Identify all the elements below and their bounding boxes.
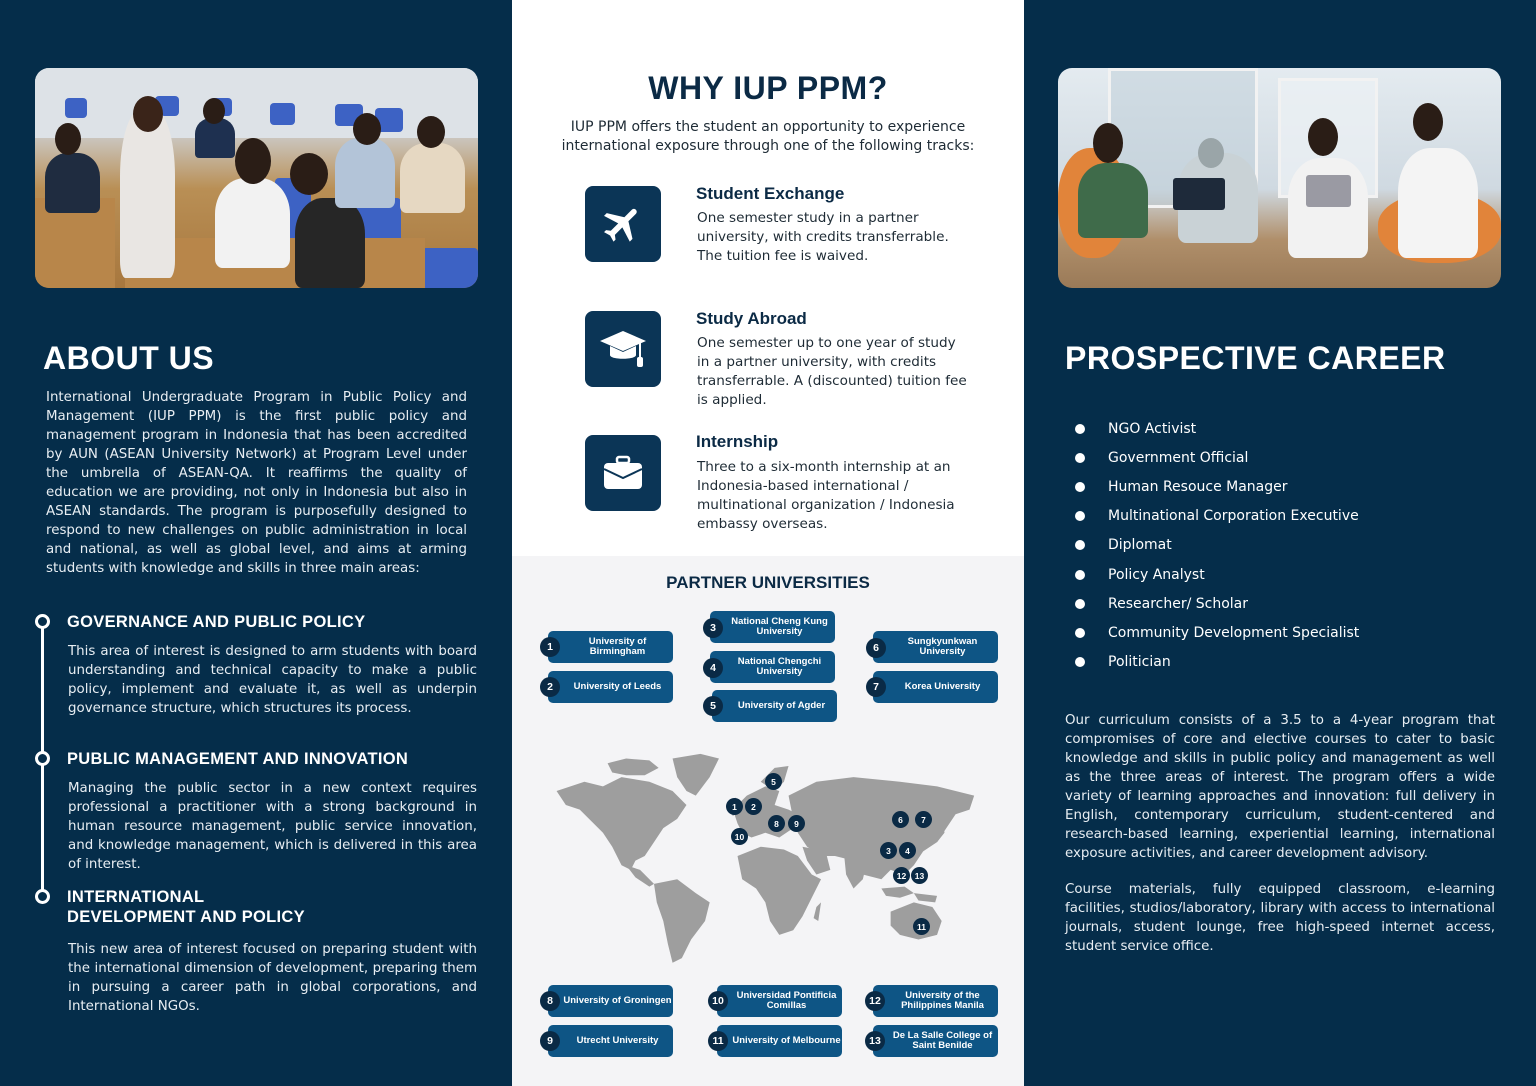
partner-number: 1: [540, 637, 560, 657]
why-title: WHY IUP PPM?: [648, 70, 888, 106]
partner-badge: University of Birmingham: [548, 631, 673, 663]
track-title-internship: Internship: [696, 432, 779, 451]
bullet-icon: [1075, 628, 1085, 638]
airplane-icon: [585, 186, 661, 262]
partner-number: 4: [703, 658, 723, 678]
partner-number: 11: [708, 1031, 728, 1051]
area-text-international: This new area of interest focused on preparing student with the international dimension of development, preparing them in pursuing a career path in global corporations, and International NGOs.: [68, 942, 477, 1014]
map-pin-8: 8: [768, 815, 785, 832]
career-item: Human Resouce Manager: [1075, 472, 1359, 501]
area-title-governance: GOVERNANCE AND PUBLIC POLICY: [67, 613, 366, 631]
track-text-abroad: One semester up to one year of study in a partner university, with credits transferrable. A (discounted) tuition fee is applied.: [697, 335, 967, 408]
partner-badge: University of Agder: [712, 690, 837, 722]
career-list: [1075, 414, 1359, 677]
timeline-node-icon: [35, 751, 50, 766]
partner-badge: Utrecht University: [548, 1025, 673, 1057]
bullet-icon: [1075, 482, 1085, 492]
career-item: Government Official: [1075, 443, 1359, 472]
partner-number: 5: [703, 696, 723, 716]
facilities-text: Course materials, fully equipped classroom, e-learning facilities, studios/laboratory, library with access to international journals, student lounge, free high-speed internet access, student service office.: [1065, 882, 1495, 954]
classroom-photo: [35, 68, 478, 288]
track-text-exchange: One semester study in a partner university, with credits transferrable. The tuition fee is waived.: [697, 210, 949, 264]
partner-number: 12: [865, 991, 885, 1011]
partner-number: 9: [540, 1031, 560, 1051]
map-pin-2: 2: [745, 798, 762, 815]
map-pin-10: 10: [731, 828, 748, 845]
area-title-management: PUBLIC MANAGEMENT AND INNOVATION: [67, 750, 409, 768]
map-pin-3: 3: [880, 842, 897, 859]
timeline-node-icon: [35, 614, 50, 629]
partner-number: 10: [708, 991, 728, 1011]
bullet-icon: [1075, 511, 1085, 521]
partner-number: 6: [866, 638, 886, 658]
partner-badge: Universidad Pontificia Comillas: [717, 985, 842, 1017]
partner-badge: Korea University: [873, 671, 998, 703]
map-pin-1: 1: [726, 798, 743, 815]
career-item: Diplomat: [1075, 531, 1359, 560]
partner-badge: University of Melbourne: [717, 1025, 842, 1057]
map-pin-7: 7: [915, 811, 932, 828]
curriculum-text: Our curriculum consists of a 3.5 to a 4-year program that compromises of core and elective courses to cater to basic knowledge and skills in public policy and management as well as the three areas of interest. The program offers a wide variety of learning approaches and innovation: full delivery in English, contemporary curriculum, student-centered and research-based learning, experiential learning, international exposure activities, and career development advisory.: [1065, 713, 1495, 861]
bullet-icon: [1075, 453, 1085, 463]
track-title-exchange: Student Exchange: [696, 184, 845, 203]
area-text-management: Managing the public sector in a new context requires professional a practitioner with a strong background in human resource management, public service innovation, and knowledge management, which is delivered in this area of interest.: [68, 781, 477, 872]
map-pin-6: 6: [892, 811, 909, 828]
why-subtitle: IUP PPM offers the student an opportunity to experience international exposure through one of the following tracks:: [561, 119, 975, 154]
bullet-icon: [1075, 424, 1085, 434]
area-title-line1: INTERNATIONAL: [67, 888, 205, 906]
map-pin-11: 11: [913, 918, 930, 935]
career-item: Politician: [1075, 648, 1359, 677]
map-pin-5: 5: [765, 773, 782, 790]
area-title-international: [67, 887, 305, 927]
bullet-icon: [1075, 570, 1085, 580]
partner-number: 13: [865, 1031, 885, 1051]
about-panel: [0, 0, 512, 1086]
partner-number: 7: [866, 677, 886, 697]
area-title-line2: DEVELOPMENT AND POLICY: [67, 908, 305, 926]
career-title: PROSPECTIVE CAREER: [1065, 340, 1446, 376]
timeline-node-icon: [35, 889, 50, 904]
map-pin-13: 13: [911, 867, 928, 884]
partner-badge: National Chengchi University: [710, 651, 835, 683]
partner-number: 8: [540, 991, 560, 1011]
map-pin-9: 9: [788, 815, 805, 832]
map-pin-12: 12: [893, 867, 910, 884]
track-title-abroad: Study Abroad: [696, 309, 807, 328]
area-text-governance: This area of interest is designed to arm students with board understanding and technical capacity to make a public policy, implement and evaluate it, as well as underpin governance structure, which structures its process.: [68, 644, 477, 716]
partner-badge: University of Groningen: [548, 985, 673, 1017]
bullet-icon: [1075, 540, 1085, 550]
why-panel: [512, 0, 1024, 1086]
briefcase-icon: [585, 435, 661, 511]
about-description: International Undergraduate Program in Public Policy and Management (IUP PPM) is the first public policy and management program in Indonesia that has been accredited by AUN (ASEAN University Network) at Program Level under the umbrella of ASEAN-QA. It reaffirms the quality of education we are providing, not only in Indonesia but also in ASEAN standards. The program is purposefully designed to respond to new challenges on public administration in local and national, as well as global level, and aims at arming students with knowledge and skills in three main areas:: [46, 390, 467, 576]
lounge-photo: [1058, 68, 1501, 288]
partner-number: 3: [703, 618, 723, 638]
partner-badge: Sungkyunkwan University: [873, 631, 998, 663]
career-item: Community Development Specialist: [1075, 618, 1359, 647]
partner-badge: University of Leeds: [548, 671, 673, 703]
graduation-cap-icon: [585, 311, 661, 387]
partner-badge: National Cheng Kung University: [710, 611, 835, 643]
partners-title: PARTNER UNIVERSITIES: [666, 573, 870, 592]
track-text-internship: Three to a six-month internship at an Indonesia-based international / multinational organization / Indonesia embassy overseas.: [697, 459, 955, 532]
map-pin-4: 4: [899, 842, 916, 859]
about-title: ABOUT US: [43, 340, 215, 376]
partner-badge: De La Salle College of Saint Benilde: [873, 1025, 998, 1057]
career-item: NGO Activist: [1075, 414, 1359, 443]
career-item: Multinational Corporation Executive: [1075, 502, 1359, 531]
career-item: Researcher/ Scholar: [1075, 589, 1359, 618]
bullet-icon: [1075, 599, 1085, 609]
partner-number: 2: [540, 677, 560, 697]
partner-badge: University of the Philippines Manila: [873, 985, 998, 1017]
bullet-icon: [1075, 657, 1085, 667]
career-item: Policy Analyst: [1075, 560, 1359, 589]
